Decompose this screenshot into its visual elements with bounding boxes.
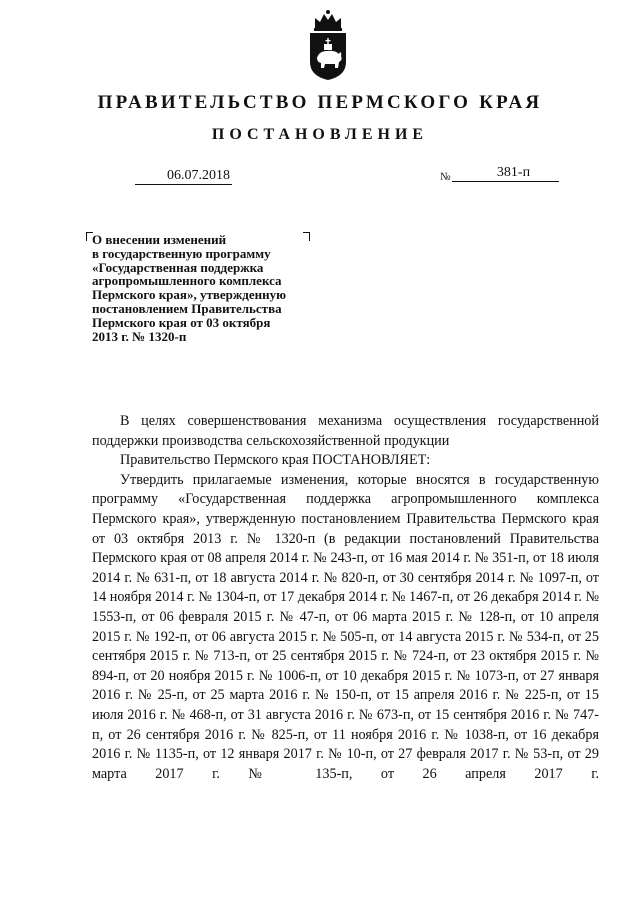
title-line: в государственную программу: [92, 245, 271, 261]
title-line: агропромышленного комплекса: [92, 273, 282, 289]
preamble-paragraph: В целях совершенствования механизма осуществления государственной поддержки производства сельскохозяйственной продукции: [92, 413, 599, 449]
document-date: 06.07.2018: [135, 168, 232, 185]
title-line: 2013 г. № 1320-п: [92, 328, 187, 344]
decree-paragraph: Правительство Пермского края ПОСТАНОВЛЯЕТ:: [120, 452, 431, 469]
organization-name: ПРАВИТЕЛЬСТВО ПЕРМСКОГО КРАЯ: [97, 92, 543, 113]
document-type: ПОСТАНОВЛЕНИЕ: [211, 126, 429, 143]
document-body: [92, 412, 599, 784]
item-1-paragraph: Утвердить прилагаемые изменения, которые вносятся в государственную программу «Государственная поддержка агропромышленного комплекса Пермского края», утвержденную постановлением Правительства Пермского края от 03 октября 2013 г. № 1320-п (в редакции постановлений Правительства Пермского края от 08 апреля 2014 г. № 243-п, от 16 мая 2014 г. № 351-п, от 18 июля 2014 г. № 631-п, от 18 августа 2014 г. № 820-п, от 30 сентября 2014 г. № 1097-п, от 14 ноября 2014 г. № 1304-п, от 17 декабря 2014 г. № 1467-п, от 26 декабря 2014 г. № 1553-п, от 06 февраля 2015 г. № 47-п, от 06 марта 2015 г. № 128-п, от 10 апреля 2015 г. № 192-п, от 06 августа 2015 г. № 505-п, от 14 августа 2015 г. № 534-п, от 25 сентября 2015 г. № 713-п, от 25 сентября 2015 г. № 724-п, от 23 октября 2015 г. № 894-п, от 20 ноября 2015 г. № 1006-п, от 10 декабря 2015 г. № 1073-п, от 27 января 2016 г. № 25-п, от 25 марта 2016 г. № 150-п, от 15 апреля 2016 г. № 225-п, от 15 июля 2016 г. № 468-п, от 31 августа 2016 г. № 673-п, от 15 сентября 2016 г. № 747-п, от 26 сентября 2016 г. № 825-п, от 11 ноября 2016 г. № 1038-п, от 16 декабря 2016 г. № 1135-п, от 12 января 2017 г. № 10-п, от 27 февраля 2017 г. № 53-п, от 29 марта 2017 г. № 135-п, от 26 апреля 2017 г.: [92, 471, 599, 782]
title-line: Пермского края от 03 октября: [92, 314, 271, 330]
coat-of-arms-emblem: [305, 8, 351, 82]
document-number: 381-п: [452, 165, 559, 182]
title-line: постановлением Правительства: [92, 300, 282, 316]
title-line: Пермского края», утвержденную: [92, 287, 287, 303]
title-line: «Государственная поддержка: [92, 259, 264, 275]
title-line: О внесении изменений: [92, 232, 227, 247]
document-title: [92, 233, 322, 343]
number-label: №: [440, 171, 451, 183]
